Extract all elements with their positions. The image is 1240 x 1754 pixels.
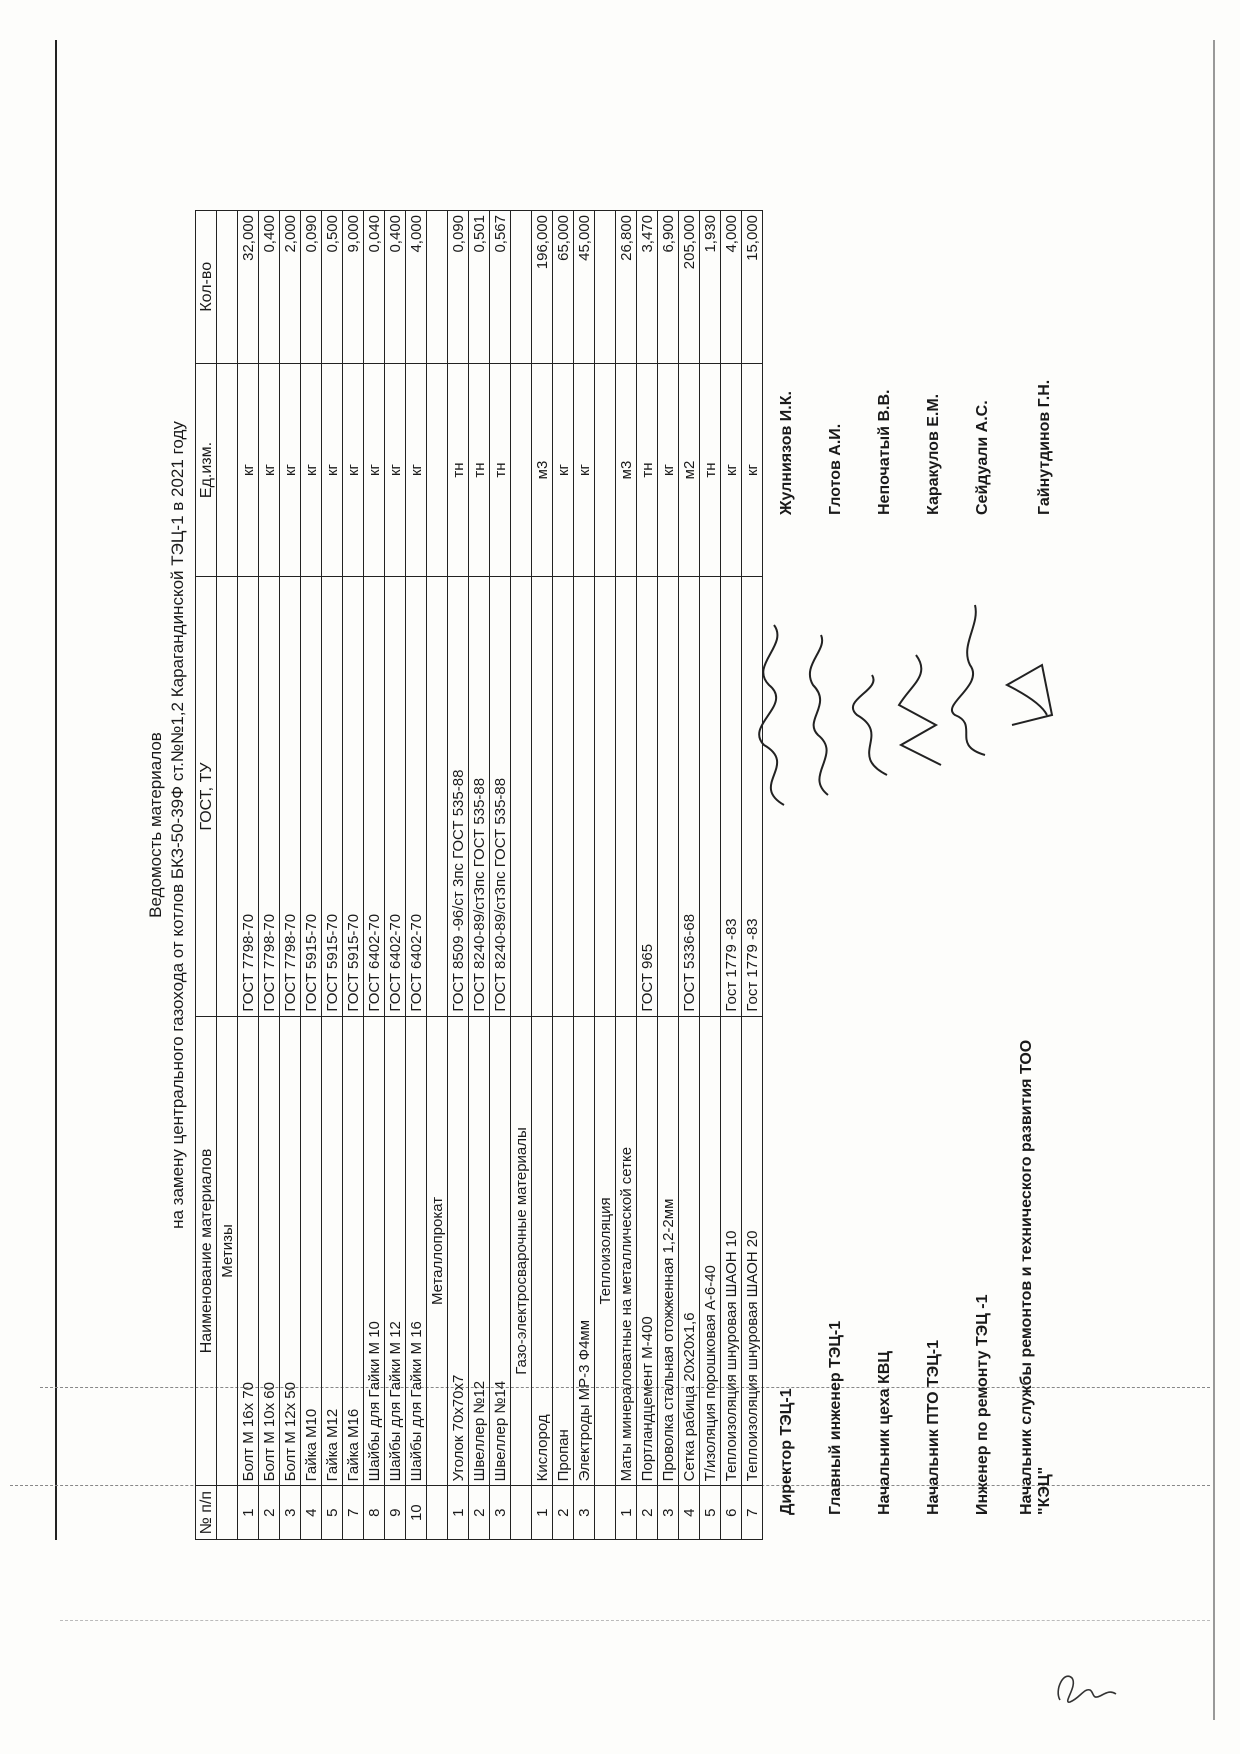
signer-position: Начальник цеха КВЦ [876, 1351, 893, 1515]
cell-qty: 32,000 [238, 211, 259, 364]
cell-num: 3 [280, 1486, 301, 1540]
cell-qty: 4,000 [721, 211, 742, 364]
cell-num: 9 [385, 1486, 406, 1540]
cell-qty: 4,000 [406, 211, 427, 364]
table-cell [511, 1486, 532, 1540]
cell-name: Шайбы для Гайки М 10 [364, 1016, 385, 1486]
table-cell [217, 577, 238, 1016]
cell-unit: тн [700, 363, 721, 577]
table-cell [595, 1486, 616, 1540]
signature-row [755, 135, 804, 1515]
cell-gost [658, 577, 679, 1016]
cell-unit: м2 [679, 363, 700, 577]
cell-qty: 9,000 [343, 211, 364, 364]
cell-num: 10 [406, 1486, 427, 1540]
table-row [448, 211, 469, 1540]
table-row [616, 211, 637, 1540]
cell-unit: кг [385, 363, 406, 577]
table-row [553, 211, 574, 1540]
cell-qty: 3,470 [637, 211, 658, 364]
margin-initials-signature [1050, 1660, 1120, 1710]
table-row [343, 211, 364, 1540]
document-title-block [145, 75, 189, 1575]
table-cell [511, 211, 532, 364]
cell-gost [574, 577, 595, 1016]
cell-num: 4 [301, 1486, 322, 1540]
cell-qty: 0,400 [385, 211, 406, 364]
signatures-block [755, 135, 1062, 1515]
signature-row [1000, 135, 1062, 1515]
cell-unit: кг [406, 363, 427, 577]
section-row [595, 211, 616, 1540]
header-name: Наименование материалов [196, 1016, 217, 1486]
section-row [217, 211, 238, 1540]
cell-qty: 0,040 [364, 211, 385, 364]
cell-name: Портландцемент М-400 [637, 1016, 658, 1486]
scan-edge-right [1213, 40, 1215, 1720]
cell-name: Сетка рабица 20х20х1,6 [679, 1016, 700, 1486]
table-cell [427, 1486, 448, 1540]
signer-position: Директор ТЭЦ-1 [778, 1388, 795, 1515]
section-row [427, 211, 448, 1540]
scan-noise-line [60, 1620, 1210, 1621]
cell-qty: 26,800 [616, 211, 637, 364]
signer-name: Непочатый В.В. [876, 389, 893, 515]
cell-qty: 205,000 [679, 211, 700, 364]
header-gost: ГОСТ, ТУ [196, 577, 217, 1016]
cell-gost: ГОСТ 5336-68 [679, 577, 700, 1016]
cell-gost: ГОСТ 6402-70 [364, 577, 385, 1016]
cell-qty: 0,500 [322, 211, 343, 364]
table-cell [511, 363, 532, 577]
cell-name: Уголок 70х70х7 [448, 1016, 469, 1486]
cell-num: 7 [343, 1486, 364, 1540]
cell-unit: м3 [532, 363, 553, 577]
cell-num: 2 [637, 1486, 658, 1540]
cell-num: 3 [490, 1486, 511, 1540]
cell-name: Швеллер №14 [490, 1016, 511, 1486]
cell-unit: кг [553, 363, 574, 577]
signature-row [951, 135, 1000, 1515]
materials-table [195, 210, 763, 1540]
section-title: Теплоизоляция [595, 1016, 616, 1486]
cell-name: Маты минераловатные на металлической сетке [616, 1016, 637, 1486]
cell-gost: ГОСТ 7798-70 [280, 577, 301, 1016]
cell-unit: м3 [616, 363, 637, 577]
cell-unit: тн [448, 363, 469, 577]
cell-gost: ГОСТ 6402-70 [406, 577, 427, 1016]
cell-name: Болт М 12х 50 [280, 1016, 301, 1486]
signer-position: Инженер по ремонту ТЭЦ -1 [974, 1294, 991, 1515]
scan-edge-left [55, 40, 57, 1540]
signer-position: Начальник ПТО ТЭЦ-1 [925, 1339, 942, 1515]
cell-qty: 196,000 [532, 211, 553, 364]
table-cell [427, 363, 448, 577]
cell-num: 1 [532, 1486, 553, 1540]
cell-name: Гайка М12 [322, 1016, 343, 1486]
cell-num: 5 [322, 1486, 343, 1540]
cell-qty: 15,000 [742, 211, 763, 364]
table-row [532, 211, 553, 1540]
cell-gost: Гост 1779 -83 [742, 577, 763, 1016]
section-title: Метизы [217, 1016, 238, 1486]
cell-name: Кислород [532, 1016, 553, 1486]
cell-num: 8 [364, 1486, 385, 1540]
cell-gost [616, 577, 637, 1016]
signature-row [804, 135, 853, 1515]
cell-num: 2 [469, 1486, 490, 1540]
cell-qty: 1,930 [700, 211, 721, 364]
table-row [238, 211, 259, 1540]
cell-num: 2 [553, 1486, 574, 1540]
table-row [658, 211, 679, 1540]
handwritten-signature [1002, 555, 1062, 815]
cell-gost: ГОСТ 7798-70 [259, 577, 280, 1016]
cell-name: Болт М 10х 60 [259, 1016, 280, 1486]
cell-gost: ГОСТ 5915-70 [343, 577, 364, 1016]
handwritten-signature [940, 555, 1000, 815]
cell-qty: 45,000 [574, 211, 595, 364]
table-row [259, 211, 280, 1540]
cell-qty: 0,567 [490, 211, 511, 364]
cell-unit: тн [637, 363, 658, 577]
cell-num: 5 [700, 1486, 721, 1540]
signer-name: Каракулов Е.М. [925, 393, 942, 515]
table-row [301, 211, 322, 1540]
cell-gost: ГОСТ 8240-89/ст3пс ГОСТ 535-88 [469, 577, 490, 1016]
rotated-document-sheet [145, 75, 1145, 1575]
table-row [280, 211, 301, 1540]
signer-name: Жулниязов И.К. [778, 391, 795, 515]
cell-unit: кг [301, 363, 322, 577]
cell-unit: тн [469, 363, 490, 577]
cell-unit: кг [364, 363, 385, 577]
cell-unit: кг [238, 363, 259, 577]
cell-unit: кг [574, 363, 595, 577]
section-title: Металлопрокат [427, 1016, 448, 1486]
cell-qty: 2,000 [280, 211, 301, 364]
cell-num: 6 [721, 1486, 742, 1540]
cell-unit: кг [343, 363, 364, 577]
cell-unit: кг [742, 363, 763, 577]
cell-num: 2 [259, 1486, 280, 1540]
cell-name: Шайбы для Гайки М 12 [385, 1016, 406, 1486]
cell-unit: кг [280, 363, 301, 577]
cell-qty: 65,000 [553, 211, 574, 364]
cell-num: 4 [679, 1486, 700, 1540]
table-cell [595, 363, 616, 577]
signer-name: Гайнутдинов Г.Н. [1036, 379, 1053, 515]
signer-position: Начальник службы ремонтов и технического развития ТОО "КЭЦ" [1018, 1039, 1053, 1515]
cell-name: Швеллер №12 [469, 1016, 490, 1486]
cell-num: 1 [616, 1486, 637, 1540]
cell-gost: Гост 1779 -83 [721, 577, 742, 1016]
table-row [574, 211, 595, 1540]
signer-name: Сейдуали А.С. [974, 400, 991, 515]
table-cell [217, 363, 238, 577]
cell-gost [553, 577, 574, 1016]
header-qty: Кол-во [196, 211, 217, 364]
cell-qty: 0,090 [301, 211, 322, 364]
cell-qty: 0,501 [469, 211, 490, 364]
cell-unit: тн [490, 363, 511, 577]
cell-name: Болт М 16х 70 [238, 1016, 259, 1486]
cell-gost: ГОСТ 8240-89/ст3пс ГОСТ 535-88 [490, 577, 511, 1016]
cell-name: Электроды МР-3 Ф4мм [574, 1016, 595, 1486]
table-cell [427, 211, 448, 364]
table-row [700, 211, 721, 1540]
table-cell [217, 1486, 238, 1540]
cell-num: 7 [742, 1486, 763, 1540]
table-body [217, 211, 763, 1540]
table-row [721, 211, 742, 1540]
cell-qty: 0,400 [259, 211, 280, 364]
header-unit: Ед.изм. [196, 363, 217, 577]
cell-qty: 6,900 [658, 211, 679, 364]
cell-unit: кг [322, 363, 343, 577]
cell-name: Теплоизоляция шнуровая ШАОН 20 [742, 1016, 763, 1486]
cell-name: Гайка М16 [343, 1016, 364, 1486]
table-row [637, 211, 658, 1540]
cell-name: Теплоизоляция шнуровая ШАОН 10 [721, 1016, 742, 1486]
signature-row [902, 135, 951, 1515]
cell-gost: ГОСТ 8509 -96/ст 3пс ГОСТ 535-88 [448, 577, 469, 1016]
cell-num: 3 [574, 1486, 595, 1540]
document-subtitle: на замену центрального газохода от котлов БКЗ-50-39Ф ст.№№1,2 Карагандинской ТЭЦ-1 в 2021 году [168, 421, 187, 1229]
cell-gost: ГОСТ 5915-70 [301, 577, 322, 1016]
cell-name: Шайбы для Гайки М 16 [406, 1016, 427, 1486]
cell-gost [532, 577, 553, 1016]
table-row [490, 211, 511, 1540]
table-row [322, 211, 343, 1540]
table-header-row [196, 211, 217, 1540]
cell-gost: ГОСТ 5915-70 [322, 577, 343, 1016]
cell-name: Гайка М10 [301, 1016, 322, 1486]
cell-name: Т/изоляция порошковая А-6-40 [700, 1016, 721, 1486]
cell-num: 1 [448, 1486, 469, 1540]
table-row [469, 211, 490, 1540]
signer-name: Глотов А.И. [827, 423, 844, 515]
cell-gost [700, 577, 721, 1016]
cell-qty: 0,090 [448, 211, 469, 364]
header-num: № п/п [196, 1486, 217, 1540]
table-cell [511, 577, 532, 1016]
table-row [385, 211, 406, 1540]
cell-unit: кг [658, 363, 679, 577]
cell-gost: ГОСТ 6402-70 [385, 577, 406, 1016]
section-title: Газо-электросварочные материалы [511, 1016, 532, 1486]
table-cell [595, 577, 616, 1016]
table-row [364, 211, 385, 1540]
table-cell [427, 577, 448, 1016]
cell-name: Проволка стальная отожженная 1,2-2мм [658, 1016, 679, 1486]
table-row [406, 211, 427, 1540]
cell-unit: кг [259, 363, 280, 577]
cell-num: 1 [238, 1486, 259, 1540]
table-cell [595, 211, 616, 364]
table-row [679, 211, 700, 1540]
cell-num: 3 [658, 1486, 679, 1540]
cell-gost: ГОСТ 7798-70 [238, 577, 259, 1016]
table-cell [217, 211, 238, 364]
cell-gost: ГОСТ 965 [637, 577, 658, 1016]
document-title: Ведомость материалов [146, 732, 165, 918]
signer-position: Главный инженер ТЭЦ-1 [827, 1320, 844, 1515]
cell-unit: кг [721, 363, 742, 577]
cell-name: Пропан [553, 1016, 574, 1486]
signature-row [853, 135, 902, 1515]
section-row [511, 211, 532, 1540]
